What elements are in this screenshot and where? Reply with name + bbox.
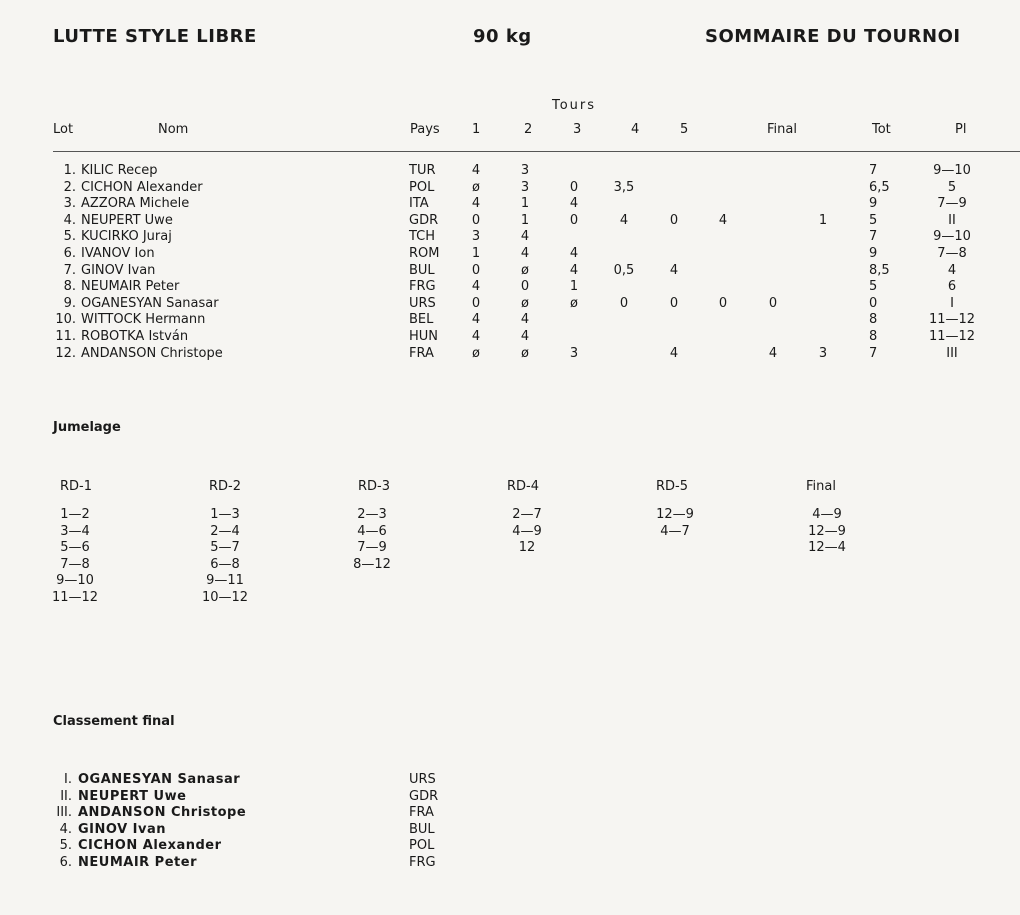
row-score-c4: 0,5 <box>613 263 635 278</box>
row-score-c3: 4 <box>569 246 579 261</box>
col-round-2: 2 <box>524 122 533 137</box>
row-score-c2: 4 <box>520 229 530 244</box>
row-pl: 9—10 <box>933 229 971 244</box>
row-score-c1: 4 <box>471 279 481 294</box>
row-score-c2: 3 <box>520 180 530 195</box>
row-score-c2: 4 <box>520 312 530 327</box>
row-score-c5: 4 <box>669 263 679 278</box>
event-title: LUTTE STYLE LIBRE <box>53 26 257 47</box>
row-score-c8: 1 <box>818 213 828 228</box>
row-score-c3: 4 <box>569 263 579 278</box>
round-pair: 8—12 <box>353 556 391 572</box>
row-name: IVANOV Ion <box>81 246 155 261</box>
row-score-c1: 4 <box>471 312 481 327</box>
row-pl: 11—12 <box>928 312 976 327</box>
row-pl: 6 <box>947 279 957 294</box>
row-score-c6: 4 <box>718 213 728 228</box>
row-score-c5: 0 <box>669 296 679 311</box>
row-score-c2: 0 <box>520 279 530 294</box>
row-country: BUL <box>409 263 435 278</box>
col-pl: Pl <box>955 122 967 137</box>
row-lot: 7. <box>63 263 76 278</box>
final-rank: III. <box>56 805 72 820</box>
row-pl: 7—9 <box>937 196 967 211</box>
round-pair: 3—4 <box>60 523 90 539</box>
final-name: ANDANSON Christope <box>78 805 247 820</box>
col-tot: Tot <box>872 122 891 137</box>
row-name: WITTOCK Hermann <box>81 312 206 327</box>
row-country: URS <box>409 296 436 311</box>
row-country: TUR <box>409 163 436 178</box>
row-name: KUCIRKO Juraj <box>81 229 172 244</box>
row-score-c4: 0 <box>619 296 629 311</box>
col-final: Final <box>767 122 797 137</box>
row-lot: 10. <box>55 312 76 327</box>
row-score-c3: ø <box>570 296 578 311</box>
round-pair: 12—4 <box>808 540 846 556</box>
row-tot: 8,5 <box>869 263 890 278</box>
round-pair: 5—7 <box>210 540 240 556</box>
final-country: GDR <box>409 789 439 804</box>
col-round-4: 4 <box>631 122 640 137</box>
row-tot: 9 <box>869 246 878 261</box>
row-lot: 11. <box>55 329 76 344</box>
row-tot: 7 <box>869 163 878 178</box>
row-tot: 9 <box>869 196 878 211</box>
summary-title: SOMMAIRE DU TOURNOI <box>705 26 961 47</box>
row-country: BEL <box>409 312 434 327</box>
row-score-c3: 0 <box>569 213 579 228</box>
row-lot: 9. <box>63 296 76 311</box>
row-name: OGANESYAN Sanasar <box>81 296 219 311</box>
row-score-c8: 3 <box>818 346 828 361</box>
round-label: RD-3 <box>358 479 391 494</box>
row-lot: 3. <box>63 196 76 211</box>
col-round-5: 5 <box>680 122 689 137</box>
row-score-c1: 0 <box>471 213 481 228</box>
row-score-c2: ø <box>521 346 529 361</box>
row-name: AZZORA Michele <box>81 196 190 211</box>
row-tot: 0 <box>869 296 878 311</box>
row-pl: 9—10 <box>933 163 971 178</box>
round-pair: 9—11 <box>206 573 244 589</box>
row-score-c7: 0 <box>768 296 778 311</box>
header-rule <box>53 151 1020 152</box>
round-pair: 7—9 <box>357 540 387 556</box>
row-lot: 8. <box>63 279 76 294</box>
round-pair: 6—8 <box>210 556 240 572</box>
row-pl: 4 <box>947 263 957 278</box>
final-country: POL <box>409 838 435 853</box>
round-label: RD-2 <box>209 479 242 494</box>
row-tot: 5 <box>869 279 878 294</box>
col-round-3: 3 <box>573 122 582 137</box>
weight-class: 90 kg <box>473 26 532 47</box>
row-score-c1: 0 <box>471 296 481 311</box>
row-country: ITA <box>409 196 429 211</box>
final-name: OGANESYAN Sanasar <box>78 772 241 787</box>
round-pair: 2—4 <box>210 523 240 539</box>
row-pl: III <box>946 346 958 361</box>
row-name: ANDANSON Christope <box>81 346 223 361</box>
row-pl: II <box>948 213 956 228</box>
row-tot: 7 <box>869 229 878 244</box>
row-lot: 2. <box>63 180 76 195</box>
row-country: GDR <box>409 213 439 228</box>
row-country: POL <box>409 180 435 195</box>
round-pair: 12—9 <box>808 523 846 539</box>
row-lot: 5. <box>63 229 76 244</box>
row-score-c1: 0 <box>471 263 481 278</box>
round-pair: 4—9 <box>812 507 842 522</box>
row-score-c1: 4 <box>471 196 481 211</box>
row-pl: 7—8 <box>937 246 967 261</box>
final-rank: 4. <box>59 822 72 837</box>
round-pair: 4—6 <box>357 523 387 539</box>
row-score-c2: 3 <box>520 163 530 178</box>
final-name: CICHON Alexander <box>78 838 222 853</box>
row-score-c3: 4 <box>569 196 579 211</box>
row-name: KILIC Recep <box>81 163 158 178</box>
classement-title: Classement final <box>53 714 175 729</box>
row-pl: I <box>950 296 954 311</box>
row-score-c1: 4 <box>471 329 481 344</box>
row-score-c5: 0 <box>669 213 679 228</box>
round-label: RD-1 <box>60 479 93 494</box>
row-country: FRG <box>409 279 436 294</box>
row-lot: 12. <box>55 346 76 361</box>
row-score-c2: ø <box>521 296 529 311</box>
round-label: RD-4 <box>507 479 540 494</box>
final-rank: 5. <box>59 838 72 853</box>
row-score-c2: 4 <box>520 246 530 261</box>
round-pair: 2—3 <box>357 507 387 522</box>
final-country: FRG <box>409 855 436 870</box>
row-score-c7: 4 <box>768 346 778 361</box>
row-country: ROM <box>409 246 440 261</box>
row-country: FRA <box>409 346 434 361</box>
row-country: HUN <box>409 329 439 344</box>
final-country: BUL <box>409 822 435 837</box>
col-pays: Pays <box>410 122 440 137</box>
row-score-c2: ø <box>521 263 529 278</box>
col-lot: Lot <box>53 122 74 137</box>
round-pair: 2—7 <box>512 507 542 522</box>
round-pair: 7—8 <box>60 556 90 572</box>
row-score-c1: ø <box>472 346 480 361</box>
row-score-c3: 1 <box>569 279 579 294</box>
tours-label: Tours <box>552 98 597 113</box>
round-pair: 4—7 <box>660 523 690 539</box>
row-name: NEUPERT Uwe <box>81 213 173 228</box>
row-pl: 11—12 <box>928 329 976 344</box>
row-score-c3: 0 <box>569 180 579 195</box>
row-score-c2: 1 <box>520 196 530 211</box>
final-rank: II. <box>60 789 72 804</box>
round-pair: 12—9 <box>656 507 694 522</box>
row-score-c3: 3 <box>569 346 579 361</box>
row-lot: 4. <box>63 213 76 228</box>
row-tot: 5 <box>869 213 878 228</box>
row-score-c1: 4 <box>471 163 481 178</box>
round-pair: 9—10 <box>56 573 94 589</box>
row-name: NEUMAIR Peter <box>81 279 180 294</box>
round-label: Final <box>806 479 836 494</box>
row-score-c2: 4 <box>520 329 530 344</box>
row-name: CICHON Alexander <box>81 180 203 195</box>
row-name: ROBOTKA István <box>81 329 189 344</box>
row-score-c1: ø <box>472 180 480 195</box>
jumelage-title: Jumelage <box>53 420 121 435</box>
row-score-c1: 1 <box>471 246 481 261</box>
round-pair: 11—12 <box>51 590 99 605</box>
round-pair: 10—12 <box>201 590 249 605</box>
final-rank: 6. <box>59 855 72 870</box>
row-tot: 8 <box>869 312 878 327</box>
round-pair: 1—3 <box>210 507 240 522</box>
round-pair: 4—9 <box>512 523 542 539</box>
final-country: FRA <box>409 805 434 820</box>
row-country: TCH <box>409 229 436 244</box>
round-label: RD-5 <box>656 479 689 494</box>
final-country: URS <box>409 772 436 787</box>
row-lot: 6. <box>63 246 76 261</box>
row-score-c4: 3,5 <box>613 180 635 195</box>
final-rank: I. <box>64 772 72 787</box>
row-score-c5: 4 <box>669 346 679 361</box>
row-score-c4: 4 <box>619 213 629 228</box>
row-lot: 1. <box>63 163 76 178</box>
final-name: NEUMAIR Peter <box>78 855 197 870</box>
final-name: NEUPERT Uwe <box>78 789 187 804</box>
row-score-c2: 1 <box>520 213 530 228</box>
round-pair: 5—6 <box>60 540 90 556</box>
round-pair: 12 <box>518 540 536 556</box>
row-tot: 6,5 <box>869 180 890 195</box>
row-tot: 8 <box>869 329 878 344</box>
col-nom: Nom <box>158 122 189 137</box>
row-score-c1: 3 <box>471 229 481 244</box>
row-score-c6: 0 <box>718 296 728 311</box>
round-pair: 1—2 <box>60 507 90 522</box>
row-name: GINOV Ivan <box>81 263 156 278</box>
col-round-1: 1 <box>472 122 481 137</box>
final-name: GINOV Ivan <box>78 822 167 837</box>
row-pl: 5 <box>947 180 957 195</box>
row-tot: 7 <box>869 346 878 361</box>
